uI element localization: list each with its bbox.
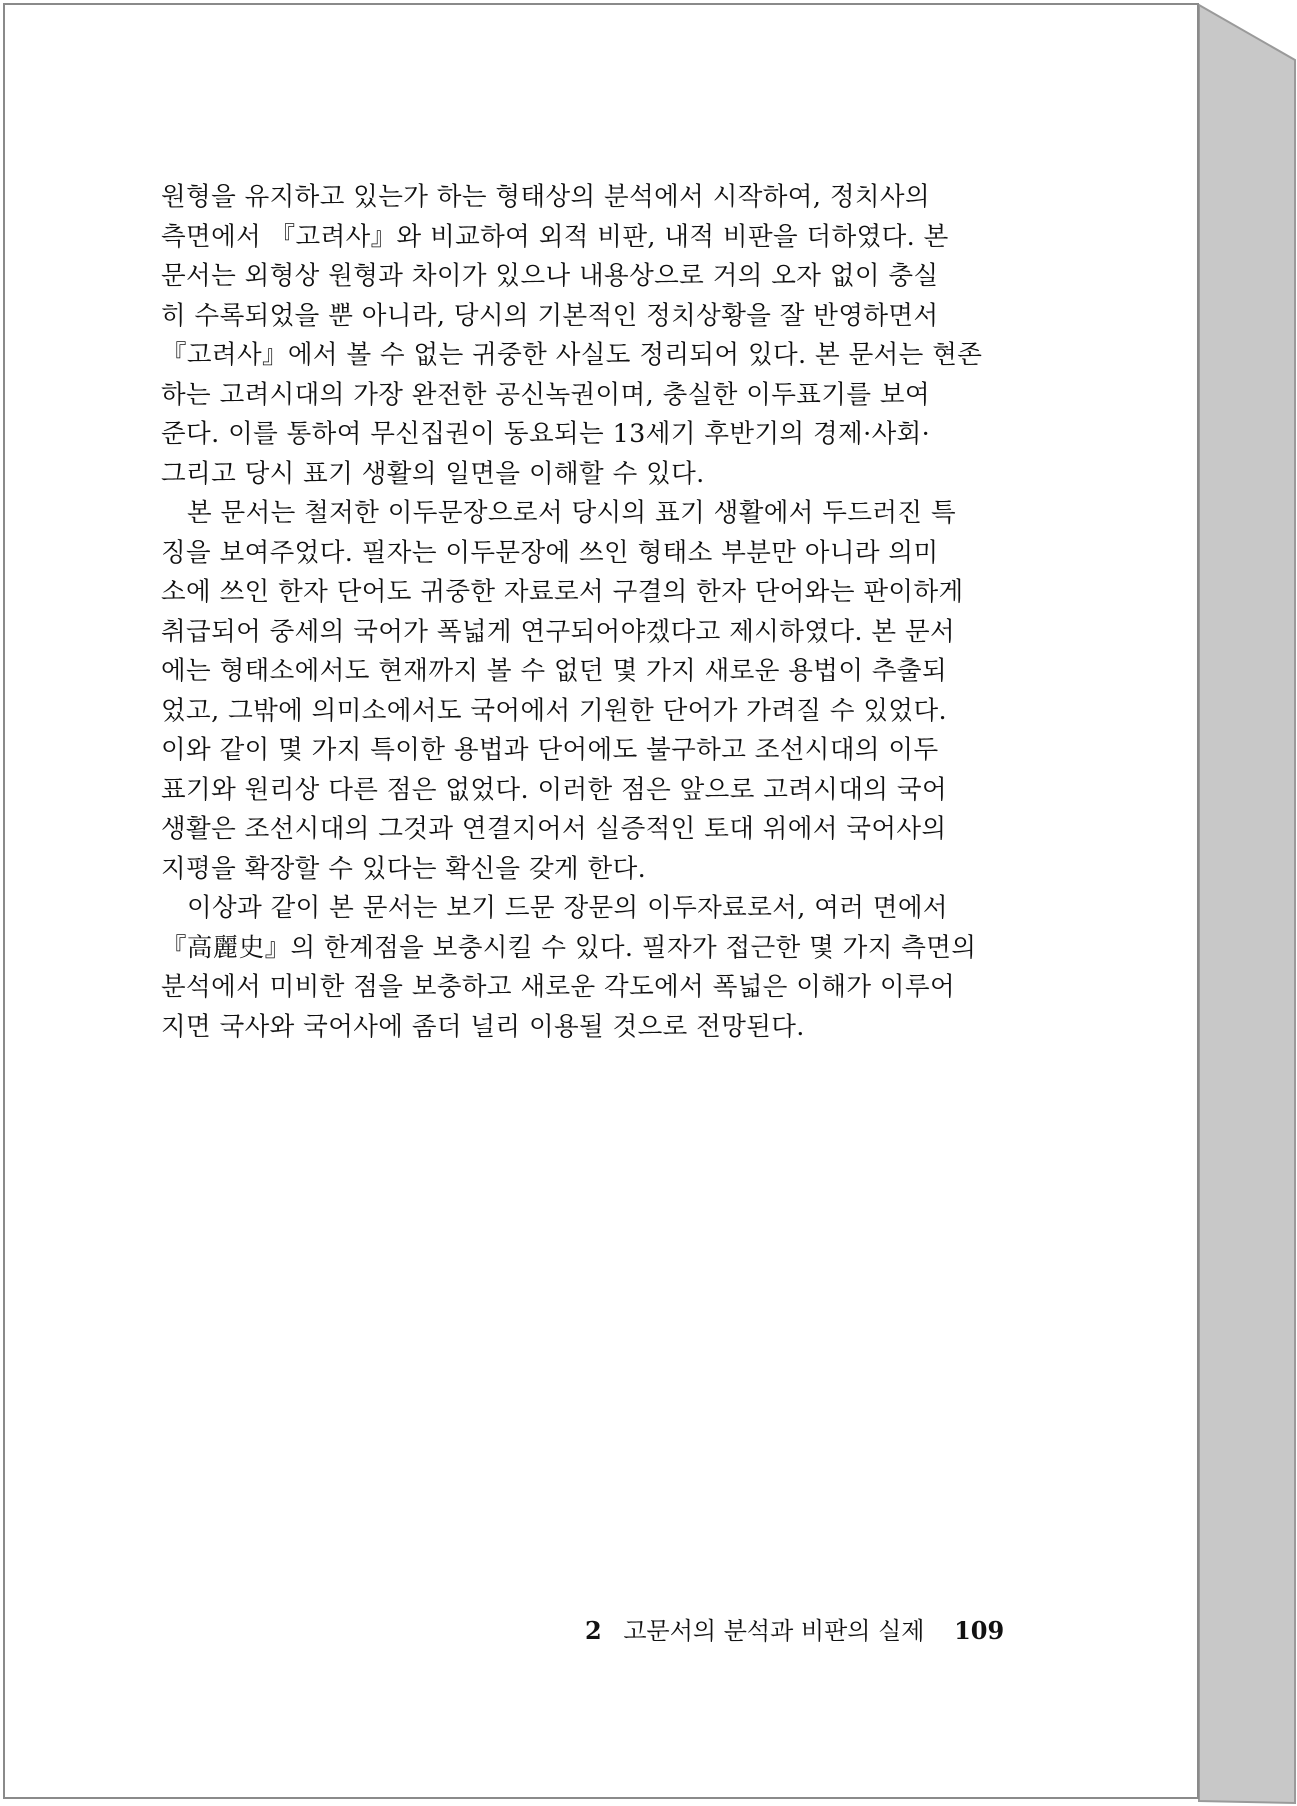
page-number: 109 [954, 1616, 1005, 1645]
paragraph-2 [161, 494, 1051, 889]
text-line: 본 문서는 철저한 이두문장으로서 당시의 표기 생활에서 두드러진 특 [187, 498, 956, 528]
chapter-number: 2 [585, 1616, 602, 1645]
body-text [161, 178, 1051, 1047]
text-line: 문서는 외형상 원형과 차이가 있으나 내용상으로 거의 오자 없이 충실 [161, 261, 939, 291]
paragraph-1 [161, 178, 1051, 494]
text-line: 지면 국사와 국어사에 좀더 널리 이용될 것으로 전망된다. [161, 1011, 805, 1042]
text-line: 『高麗史』의 한계점을 보충시킬 수 있다. 필자가 접근한 몇 가지 측면의 [161, 932, 977, 963]
text-line: 이상과 같이 본 문서는 보기 드문 장문의 이두자료로서, 여러 면에서 [187, 893, 948, 923]
document-page [3, 3, 1199, 1799]
text-line: 었고, 그밖에 의미소에서도 국어에서 기원한 단어가 가려질 수 있었다. [161, 695, 947, 726]
text-line: 원형을 유지하고 있는가 하는 형태상의 분석에서 시작하여, 정치사의 [161, 182, 930, 212]
text-line: 준다. 이를 통하여 무신집권이 동요되는 13세기 후반기의 경제·사회· [161, 419, 931, 449]
text-line: 생활은 조선시대의 그것과 연결지어서 실증적인 토대 위에서 국어사의 [161, 814, 947, 844]
text-line: 소에 쓰인 한자 단어도 귀중한 자료로서 구결의 한자 단어와는 판이하게 [161, 577, 964, 607]
text-line: 『고려사』에서 볼 수 없는 귀중한 사실도 정리되어 있다. 본 문서는 현존 [161, 340, 983, 370]
text-line: 징을 보여주었다. 필자는 이두문장에 쓰인 형태소 부분만 아니라 의미 [161, 537, 939, 568]
paragraph-3 [161, 889, 1051, 1047]
text-line: 분석에서 미비한 점을 보충하고 새로운 각도에서 폭넓은 이해가 이루어 [161, 972, 956, 1002]
running-footer [585, 1611, 1015, 1646]
text-line: 에는 형태소에서도 현재까지 볼 수 없던 몇 가지 새로운 용법이 추출되 [161, 656, 947, 686]
chapter-title: 고문서의 분석과 비판의 실제 [623, 1617, 925, 1645]
text-line: 표기와 원리상 다른 점은 없었다. 이러한 점은 앞으로 고려시대의 국어 [161, 774, 947, 805]
text-line: 지평을 확장할 수 있다는 확신을 갖게 한다. [161, 853, 647, 884]
text-line: 하는 고려시대의 가장 완전한 공신녹권이며, 충실한 이두표기를 보여 [161, 379, 930, 410]
text-line: 그리고 당시 표기 생활의 일면을 이해할 수 있다. [161, 458, 705, 489]
text-line: 취급되어 중세의 국어가 폭넓게 연구되어야겠다고 제시하였다. 본 문서 [161, 616, 956, 647]
book-page-edge [1199, 5, 1295, 1803]
text-line: 히 수록되었을 뿐 아니라, 당시의 기본적인 정치상황을 잘 반영하면서 [161, 300, 939, 331]
text-line: 이와 같이 몇 가지 특이한 용법과 단어에도 불구하고 조선시대의 이두 [161, 735, 939, 765]
text-line: 측면에서 『고려사』와 비교하여 외적 비판, 내적 비판을 더하였다. 본 [161, 221, 949, 252]
